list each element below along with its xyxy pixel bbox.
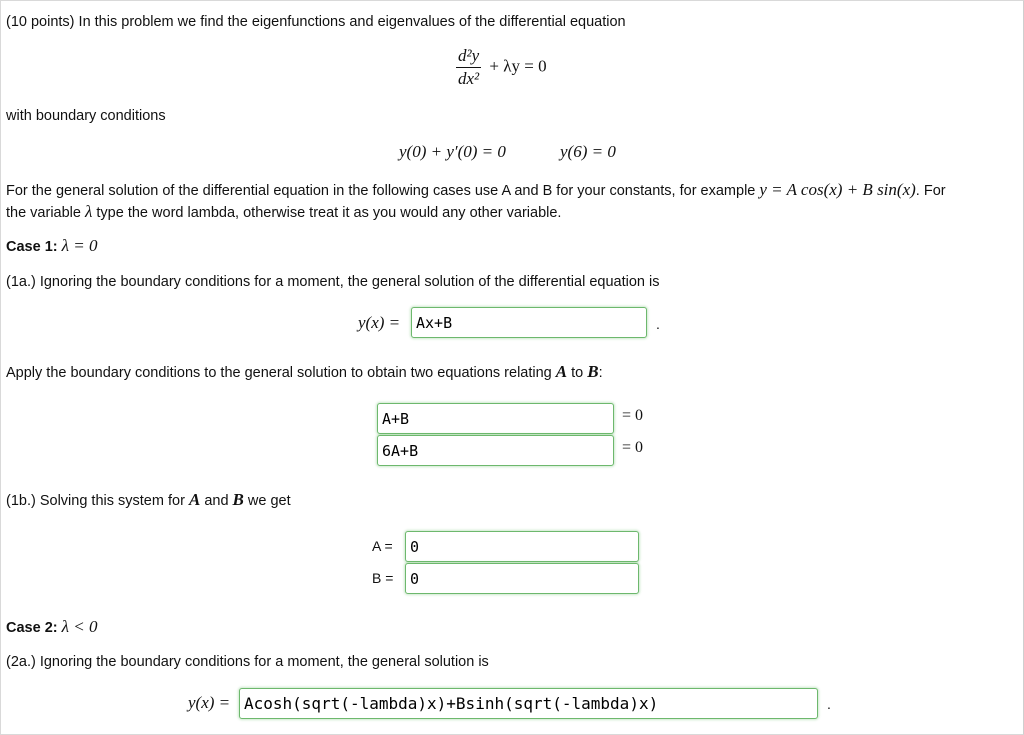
instructions-text-a: For the general solution of the differential equation in the following cases use A and B for your constants, for example bbox=[6, 183, 756, 199]
equation-rest: + λy = 0 bbox=[489, 56, 547, 76]
derivative-numerator: d²y bbox=[456, 46, 481, 68]
apply-A: A bbox=[555, 362, 568, 381]
q1b-B: B bbox=[232, 490, 244, 509]
derivative-denominator: dx² bbox=[458, 69, 480, 88]
instructions-text-d: type the word lambda, otherwise treat it as you would any other variable. bbox=[96, 205, 562, 221]
case2-general-solution-input[interactable]: Acosh(sqrt(-lambda)x)+Bsinh(sqrt(-lambda)x) bbox=[239, 688, 818, 719]
boundary-condition-1: y(0) + y′(0) = 0 bbox=[399, 142, 506, 161]
lambda-symbol: λ bbox=[85, 202, 93, 221]
q1b-text: (1b.) Solving this system for bbox=[6, 493, 185, 509]
boundary-label: with boundary conditions bbox=[6, 108, 166, 124]
instructions-line-1 bbox=[6, 180, 946, 200]
case1-condition: λ = 0 bbox=[61, 236, 98, 255]
case1-yx-label: y(x) = bbox=[358, 313, 401, 332]
bc-equation-1-rhs: = 0 bbox=[622, 407, 644, 424]
q1b-A: A bbox=[188, 490, 201, 509]
instructions-line-2 bbox=[6, 202, 561, 222]
boundary-condition-2: y(6) = 0 bbox=[560, 142, 616, 161]
question-1b bbox=[6, 490, 291, 510]
case1-general-solution-input[interactable]: Ax+B bbox=[411, 307, 647, 338]
period-1: . bbox=[656, 316, 660, 332]
B-label: B = bbox=[372, 570, 394, 586]
case1-title: Case 1: bbox=[6, 239, 58, 255]
differential-equation bbox=[456, 46, 547, 89]
problem-intro: (10 points) In this problem we find the eigenfunctions and eigenvalues of the differential equation bbox=[6, 14, 626, 30]
q1b-and: and bbox=[204, 493, 229, 509]
q1b-we-get: we get bbox=[247, 493, 291, 509]
bc-equation-2-rhs: = 0 bbox=[622, 439, 644, 456]
case2-heading bbox=[6, 617, 97, 637]
apply-colon: : bbox=[598, 365, 603, 381]
period-2: . bbox=[827, 696, 831, 712]
question-1a: (1a.) Ignoring the boundary conditions for a moment, the general solution of the differential equation is bbox=[6, 274, 660, 290]
B-value-input[interactable]: 0 bbox=[405, 563, 639, 594]
case2-yx-label: y(x) = bbox=[188, 693, 231, 712]
case2-condition: λ < 0 bbox=[61, 617, 98, 636]
instructions-text-b: . For bbox=[915, 183, 946, 199]
bc-equation-2-input[interactable]: 6A+B bbox=[377, 435, 614, 466]
apply-bc-text bbox=[6, 362, 603, 382]
derivative-fraction bbox=[456, 46, 481, 89]
A-value-input[interactable]: 0 bbox=[405, 531, 639, 562]
apply-to: to bbox=[571, 365, 584, 381]
question-2a: (2a.) Ignoring the boundary conditions for a moment, the general solution is bbox=[6, 654, 489, 670]
bc-equation-1-input[interactable]: A+B bbox=[377, 403, 614, 434]
case2-title: Case 2: bbox=[6, 620, 58, 636]
apply-B: B bbox=[587, 362, 599, 381]
instructions-text-c: the variable bbox=[6, 205, 81, 221]
A-label: A = bbox=[372, 538, 393, 554]
apply-text: Apply the boundary conditions to the general solution to obtain two equations relating bbox=[6, 365, 552, 381]
case1-heading bbox=[6, 236, 97, 256]
instructions-example-math: y = A cos(x) + B sin(x) bbox=[759, 180, 916, 199]
